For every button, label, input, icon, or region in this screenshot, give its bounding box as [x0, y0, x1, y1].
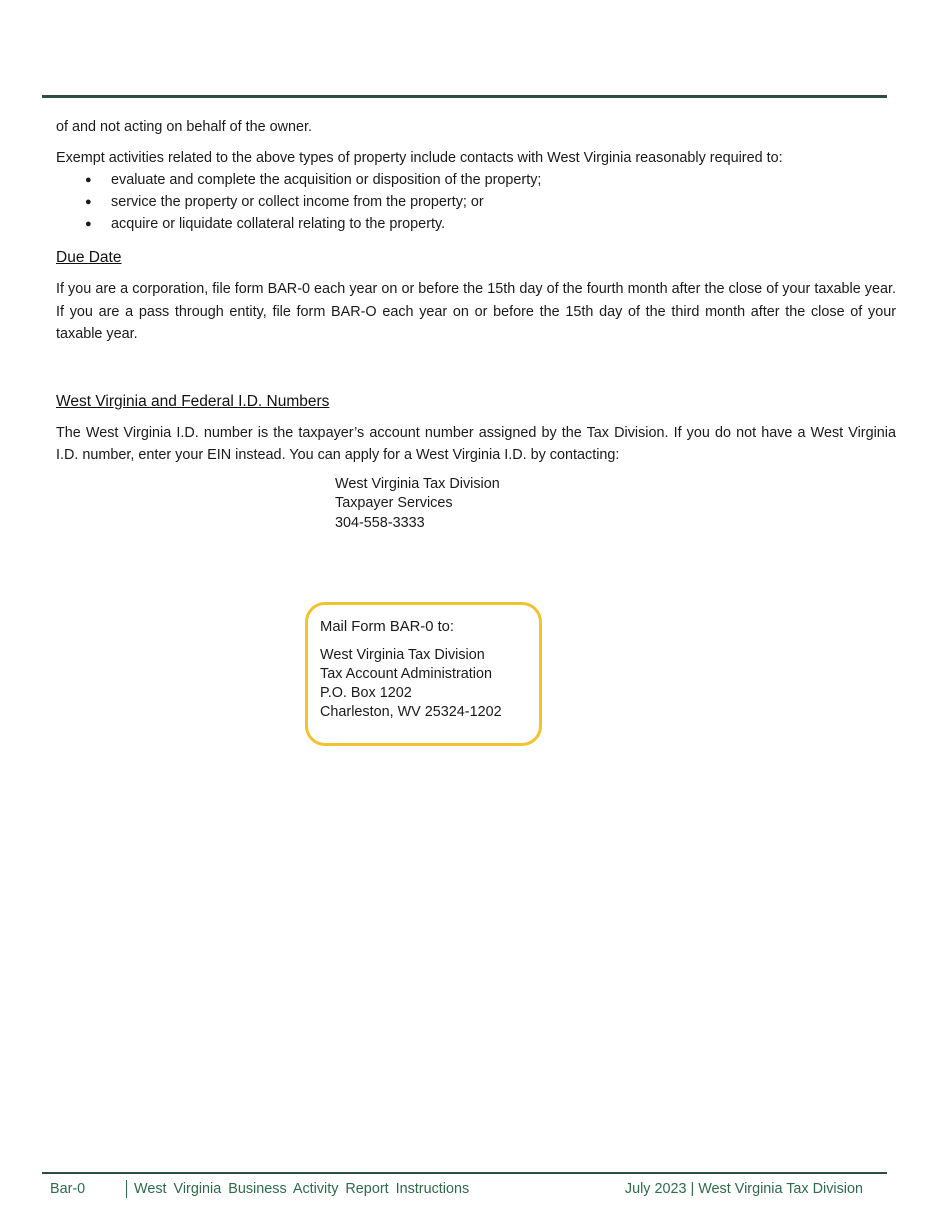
bullet-icon: ● [85, 196, 92, 208]
bullet-icon: ● [85, 218, 92, 230]
footer-separator [126, 1180, 127, 1198]
list-item [56, 191, 896, 213]
address-line: West Virginia Tax Division [335, 475, 500, 492]
footer-doc-title: West Virginia Business Activity Report Instructions [134, 1181, 470, 1197]
footer-rule [42, 1172, 887, 1174]
mail-box-title: Mail Form BAR-0 to: [320, 619, 455, 635]
exempt-list [56, 169, 896, 235]
due-date-text: If you are a corporation, file form BAR-0 each year on or before the 15th day of the fourth month after the close of your taxable year. If you are a pass through entity, file form BAR-O each year on or before the 15th day of the third month after the close of your taxable year. [56, 281, 896, 342]
continuation-text: of and not acting on behalf of the owner. [56, 119, 313, 135]
list-item-text: evaluate and complete the acquisition or disposition of the property; [111, 172, 542, 188]
address-line: Charleston, WV 25324-1202 [320, 704, 502, 720]
address-line: Tax Account Administration [320, 666, 492, 682]
due-date-heading: Due Date [56, 249, 122, 266]
address-line: West Virginia Tax Division [320, 647, 485, 663]
phone-number: 304-558-3333 [335, 514, 425, 531]
address-line: P.O. Box 1202 [320, 685, 412, 701]
list-item [56, 169, 896, 191]
bullet-icon: ● [85, 174, 92, 186]
id-numbers-heading: West Virginia and Federal I.D. Numbers [56, 392, 330, 410]
mailing-address [320, 646, 527, 722]
exempt-intro: Exempt activities related to the above types of property include contacts with West Virginia reasonably required to: [56, 149, 783, 166]
document-body [56, 116, 896, 533]
mail-to-box [305, 602, 542, 746]
list-item-text: acquire or liquidate collateral relating to the property. [111, 216, 446, 232]
footer-form-code: Bar-0 [50, 1181, 86, 1197]
list-item-text: service the property or collect income from the property; or [111, 194, 484, 210]
footer-date-org: July 2023 | West Virginia Tax Division [624, 1181, 863, 1197]
taxpayer-services-address [335, 475, 896, 534]
address-line: Taxpayer Services [335, 495, 453, 511]
header-rule [42, 95, 887, 98]
id-numbers-text: The West Virginia I.D. number is the taxpayer’s account number assigned by the Tax Division. If you do not have a West Virginia I.D. number, enter your EIN instead. You can apply for a West Virginia I.D. by contacting: [56, 424, 896, 463]
list-item [56, 213, 896, 235]
